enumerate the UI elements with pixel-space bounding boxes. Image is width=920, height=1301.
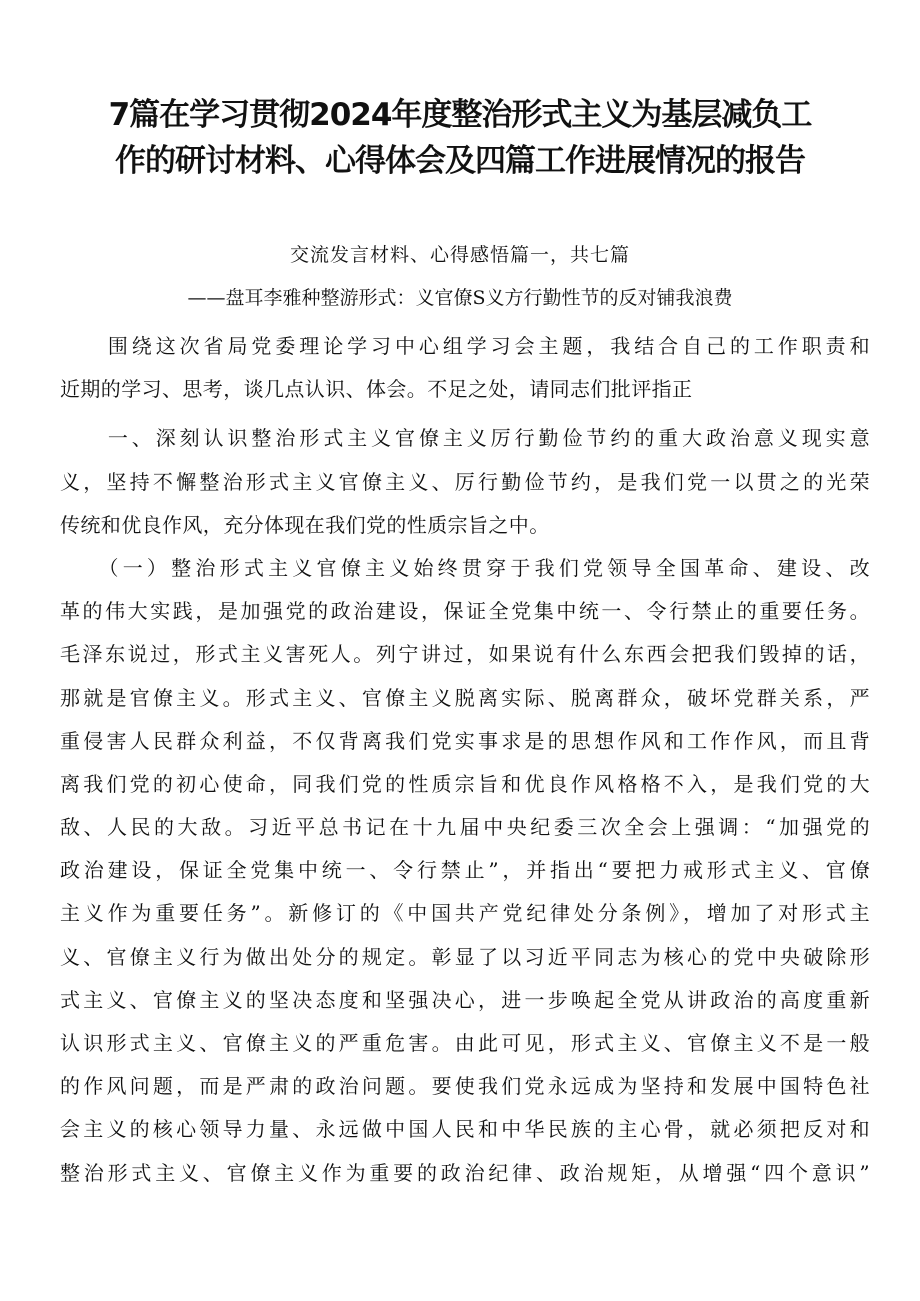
body-line: 政治建设，保证全党集中统一、令行禁止”，并指出“要把力戒形式主义、官僚 [60,858,870,883]
document-title [60,92,860,184]
body-line: （一）整治形式主义官僚主义始终贯穿于我们党领导全国革命、建设、改 [60,555,870,580]
body-line: 的作风问题，而是严肃的政治问题。要使我们党永远成为坚持和发展中国特色社 [60,1074,870,1099]
body-line: 会主义的核心领导力量、永远做中国人民和中华民族的主心骨，就必须把反对和 [60,1117,870,1142]
body-line: 近期的学习、思考，谈几点认识、体会。不足之处，请同志们批评指正 [60,377,693,402]
body-line: 毛泽东说过，形式主义害死人。列宁讲过，如果说有什么东西会把我们毁掉的话， [60,642,870,667]
body-line: 整治形式主义、官僚主义作为重要的政治纪律、政治规矩，从增强“四个意识” [60,1160,870,1185]
body-line: 离我们党的初心使命，同我们党的性质宗旨和优良作风格格不入，是我们党的大 [60,771,870,796]
title-line-1: 7篇在学习贯彻2024年度整治形式主义为基层减负工 [108,97,812,133]
document-body [60,325,870,1195]
body-line: 重侵害人民群众利益，不仅背离我们党实事求是的思想作风和工作作风，而且背 [60,728,870,753]
body-line: 那就是官僚主义。形式主义、官僚主义脱离实际、脱离群众，破坏党群关系，严 [60,685,870,710]
document-subheading: ——盘耳李雅种整游形式：义官僚S义方行勤性节的反对铺我浪费 [187,287,733,309]
body-line: 式主义、官僚主义的坚决态度和坚强决心，进一步唤起全党从讲政治的高度重新 [60,987,870,1012]
body-line: 革的伟大实践，是加强党的政治建设，保证全党集中统一、令行禁止的重要任务。 [60,599,870,624]
body-line: 义，坚持不懈整治形式主义官僚主义、厉行勤俭节约，是我们党一以贯之的光荣 [60,469,870,494]
body-line: 义、官僚主义行为做出处分的规定。彰显了以习近平同志为核心的党中央破除形 [60,944,870,969]
body-line: 敌、人民的大敌。习近平总书记在十九届中央纪委三次全会上强调：“加强党的 [60,815,870,840]
body-line: 一、深刻认识整治形式主义官僚主义厉行勤俭节约的重大政治意义现实意 [60,426,870,451]
title-line-2: 作的研讨材料、心得体会及四篇工作进展情况的报告 [115,143,805,179]
body-line: 认识形式主义、官僚主义的严重危害。由此可见，形式主义、官僚主义不是一般 [60,1031,870,1055]
body-line: 主义作为重要任务”。新修订的《中国共产党纪律处分条例》，增加了对形式主 [60,901,870,926]
document-subtitle: 交流发言材料、心得感悟篇一，共七篇 [289,244,630,266]
body-line: 传统和优良作风，充分体现在我们党的性质宗旨之中。 [60,512,550,537]
body-line: 围绕这次省局党委理论学习中心组学习会主题，我结合自己的工作职责和 [60,334,870,358]
